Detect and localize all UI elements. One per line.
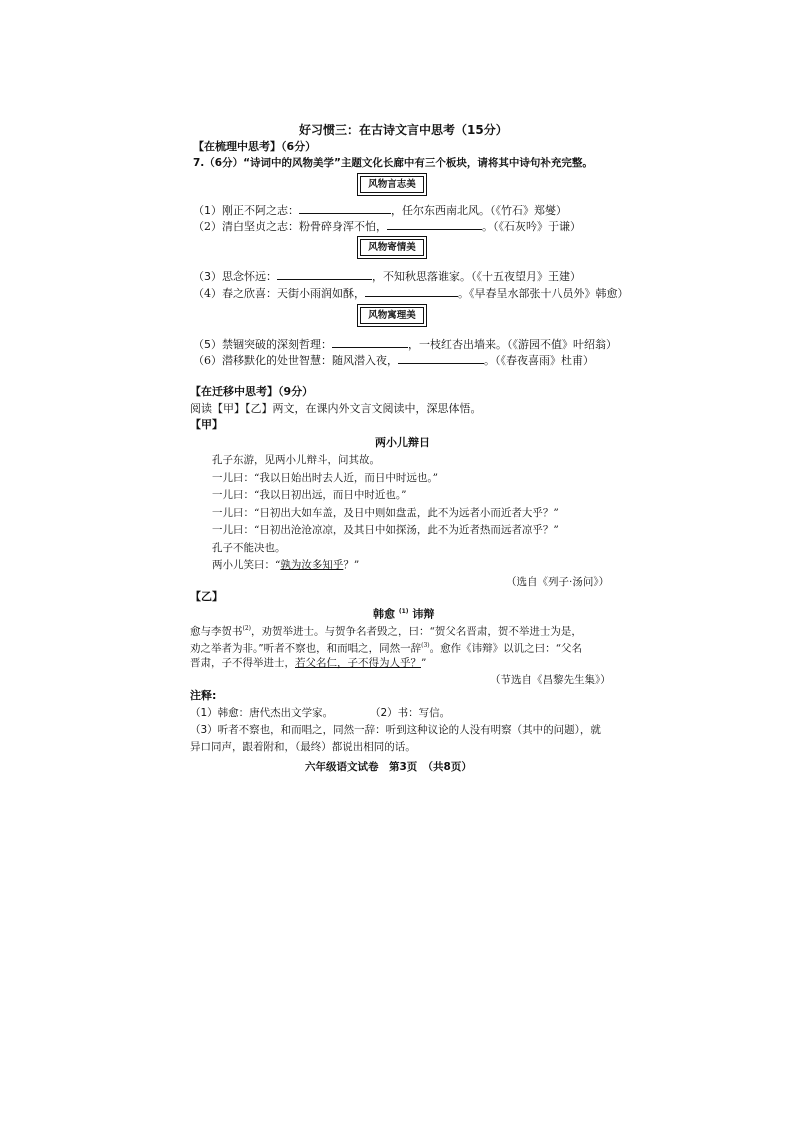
question-7: 7.（6分）“诗词中的风物美学”主题文化长廊中有三个板块，请将其中诗句补充完整。 [193,157,593,169]
note-3-line-1: （3）听者不察也，和而唱之，同然一辞：听到这种议论的人没有明察（其中的问题），就 [190,724,601,736]
item-1-blank[interactable] [299,203,391,214]
panel-label-2: 风物寄情美 [360,239,424,256]
passage-yi-label: 【乙】 [190,590,223,603]
yi-line-2-b: 。愈作《讳辩》以讥之曰：“父名 [429,642,582,655]
yi-title-name: 讳辩 [412,607,435,621]
yi-line-3-b: ” [421,657,427,669]
jia-source: （选自《列子·汤问》） [506,576,610,588]
panel-box-2 [357,236,427,259]
jia-line-3: 一儿曰：“我以日初出远，而日中时近也。” [212,489,407,501]
jia-laugh-suffix: ？” [343,559,360,571]
note-3-line-2: 异口同声，跟着附和，（最终）都说出相同的话。 [190,741,416,753]
section-title: 好习惯三：在古诗文言中思考（15分） [299,123,508,137]
jia-line-2: 一儿曰：“我以日始出时去人近，而日中时远也。” [212,472,438,484]
yi-source: （节选自《昌黎先生集》） [490,674,611,686]
jia-laugh-prefix: 两小儿笑曰：“ [212,559,281,571]
yi-line-1-a: 愈与李贺书 [190,625,243,638]
item-3-rest: ，不知秋思落谁家。（《十五夜望月》王建） [372,270,581,283]
notes-label: 注释: [190,689,217,702]
jia-line-5: 一儿曰：“日初出沧沧凉凉，及其日中如探汤，此不为近者热而远者凉乎？” [212,524,559,536]
item-1 [193,203,567,218]
panel-box-3 [357,304,427,327]
jia-line-1: 孔子东游，见两小儿辩斗，问其故。 [212,454,380,466]
yi-line-2-note: (3) [421,642,430,649]
yi-line-2-a: 劝之举者为非。”听者不察也，和而唱之，同然一辞 [190,642,422,655]
yi-line-1 [190,622,582,639]
note-1: （1）韩愈：唐代杰出文学家。 [190,707,334,719]
yi-line-1-note: (2) [242,625,251,632]
item-5 [193,337,617,352]
item-2-rest: 。（《石灰吟》于谦） [482,220,581,233]
yi-line-3-underlined: 若父名仁，子不得为人乎？ [295,657,421,669]
subsection-heading-1: 【在梳理中思考】（6分） [193,140,317,153]
item-4-prompt: （4）春之欣喜：天街小雨润如酥， [193,287,365,300]
yi-line-3-a: 晋肃，子不得举进士， [190,657,295,669]
panel-label-3: 风物寓理美 [360,307,424,324]
item-4 [193,286,629,301]
item-2 [193,219,581,234]
jia-line-4: 一儿曰：“日初出大如车盖，及日中则如盘盂，此不为远者小而近者大乎？” [212,507,559,519]
yi-line-2 [190,639,582,656]
item-6-rest: 。（《春夜喜雨》杜甫） [484,354,594,367]
yi-line-3 [190,656,426,670]
passage-yi-title [373,605,434,622]
item-2-blank[interactable] [387,219,482,230]
passage-jia-label: 【甲】 [190,418,223,431]
item-1-prompt: （1）刚正不阿之志： [193,204,299,217]
panel-box-1 [357,173,427,196]
item-1-rest: ，任尔东西南北风。（《竹石》郑燮） [391,204,567,217]
yi-line-1-b: ，劝贺举进士。与贺争名者毁之，曰：“贺父名晋肃，贺不举进士为是， [251,625,582,638]
item-5-rest: ，一枝红杏出墙来。（《游园不值》叶绍翁） [408,338,617,351]
item-5-prompt: （5）禁锢突破的深刻哲理： [193,338,332,351]
item-4-rest: 。《早春呈水部张十八员外》韩愈） [458,287,629,300]
subsection-heading-2: 【在迁移中思考】（9分） [190,385,314,398]
item-3-blank[interactable] [277,269,372,280]
item-6 [193,353,594,368]
item-2-prompt: （2）清白坚贞之志：粉骨碎身浑不怕， [193,220,387,233]
note-2: （2）书：写信。 [370,707,451,719]
jia-laugh-quote: 孰为汝多知乎 [280,559,344,571]
reading-intro: 阅读【甲】【乙】两文，在课内外文言文阅读中，深思体悟。 [190,402,482,415]
page-footer: 六年级语文试卷 第3页 （共8页） [305,761,472,773]
passage-jia-title: 两小儿辩日 [375,436,430,449]
yi-title-author: 韩愈 [373,607,395,621]
yi-title-note: (1) [398,608,409,615]
item-4-blank[interactable] [365,286,458,297]
item-5-blank[interactable] [332,337,408,348]
item-6-blank[interactable] [398,353,484,364]
jia-line-6: 孔子不能决也。 [212,542,286,554]
item-6-prompt: （6）潜移默化的处世智慧：随风潜入夜， [193,354,398,367]
jia-line-7 [212,558,359,572]
item-3 [193,269,581,284]
panel-label-1: 风物言志美 [360,176,424,193]
item-3-prompt: （3）思念怀远： [193,270,277,283]
